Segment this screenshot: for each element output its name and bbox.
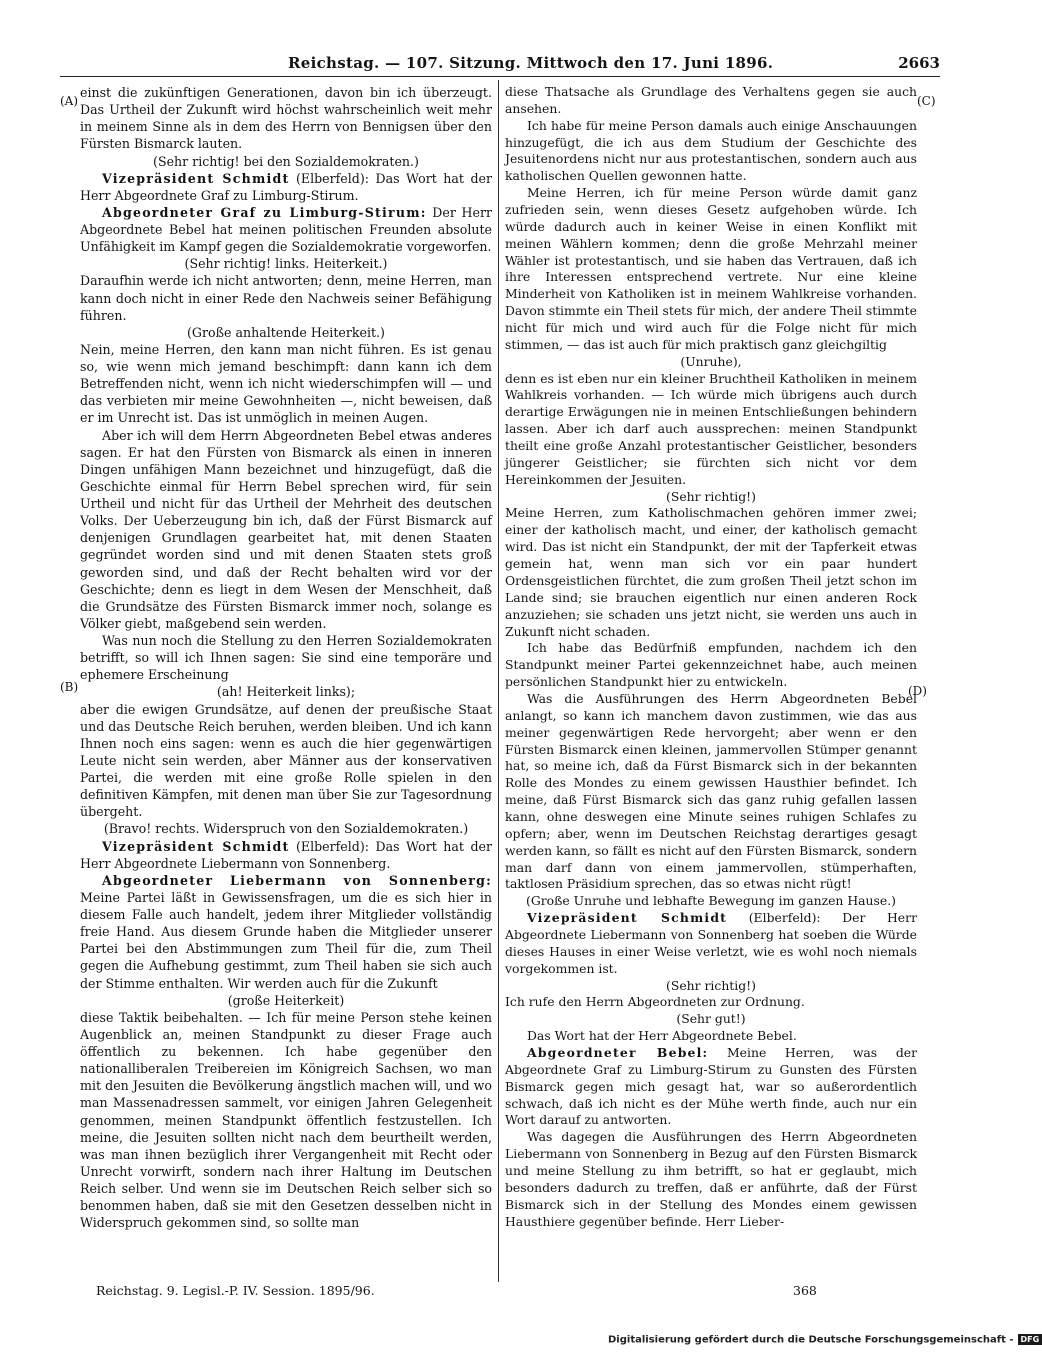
column-divider	[498, 80, 499, 1282]
margin-marker-a: (A)	[60, 94, 79, 108]
speaker-name: Vizepräsident Schmidt	[102, 170, 290, 186]
left-paragraph	[80, 341, 492, 427]
paragraph-text: Das Wort hat der Herr Abgeordnete Bebel.	[527, 1028, 797, 1044]
paragraph-text: Meine Herren, was der Abgeordnete Graf zu Limburg-Stirum zu Gunsten des Fürsten Bismarck gegen mich gesagt hat, war so außerordentlich schwach, daß ich nicht es der Mühe werth finde, auch nur ein Wort darauf zu antworten.	[505, 1044, 918, 1128]
right-paragraph	[505, 691, 917, 893]
right-column	[505, 84, 917, 1230]
left-paragraph	[80, 632, 492, 683]
right-paragraph	[505, 910, 917, 977]
footer-session: Reichstag. 9. Legisl.-P. IV. Session. 1895/96.	[96, 1283, 375, 1298]
paragraph-text: (Sehr richtig! bei den Sozialdemokraten.)	[153, 153, 419, 169]
paragraph-text: diese Thatsache als Grundlage des Verhaltens gegen sie auch ansehen.	[505, 84, 917, 116]
left-paragraph	[80, 204, 492, 255]
speaker-name: Abgeordneter Graf zu Limburg-Stirum:	[102, 204, 427, 220]
left-paragraph	[80, 272, 492, 323]
left-paragraph	[80, 170, 492, 204]
footer-sheet-number: 368	[793, 1283, 817, 1298]
paragraph-text: Aber ich will dem Herrn Abgeordneten Bebel etwas anderes sagen. Er hat den Fürsten von Bismarck als einen in inneren Dingen unfähigen Mann bezeichnet und hinzugefügt, daß die Geschichte einmal für Herrn Bebel sprechen wird, für sein Urtheil und nicht für das Urtheil der Mehrheit des deutschen Volks. Der Ueberzeugung bin ich, daß der Fürst Bismarck auf denjenigen Grundlagen gearbeitet hat, mit denen Staaten gegründet worden sind und mit denen Staaten stets groß geworden sind, und daß der Recht behalten wird vor der Geschichte; denn es liegt in dem Wesen der Menschheit, daß die Grundsätze des Fürsten Bismarck immer noch, solange es Völker giebt, maßgebend sein werden.	[80, 427, 492, 631]
right-paragraph	[505, 1045, 917, 1129]
speaker-name: Abgeordneter Bebel:	[527, 1044, 709, 1060]
right-paragraph	[505, 893, 917, 910]
paragraph-text: Der Herr Abgeordnete Bebel hat meinen politischen Freunden absolute Unfähigkeit im Kampf gegen die Sozialdemokratie vorgeworfen.	[80, 204, 492, 255]
right-paragraph	[505, 185, 917, 354]
dfg-logo: DFG	[1018, 1334, 1042, 1345]
right-paragraph	[505, 354, 917, 371]
paragraph-text: (große Heiterkeit)	[227, 992, 345, 1008]
left-paragraph	[80, 992, 492, 1009]
right-paragraph	[505, 1028, 917, 1045]
right-paragraph	[505, 1011, 917, 1028]
paragraph-text: Ich habe das Bedürfniß empfunden, nachdem ich den Standpunkt meiner Partei gekennzeichnet habe, auch meinen persönlichen Standpunkt hier zu entwickeln.	[505, 640, 917, 690]
paragraph-text: einst die zukünftigen Generationen, davon bin ich überzeugt. Das Urtheil der Zukunft wird höchst wahrscheinlich weit mehr in meinem Sinne als in dem des Herrn von Bennigsen über den Fürsten Bismarck lauten.	[80, 85, 492, 152]
right-paragraph	[505, 371, 917, 489]
paragraph-text: Nein, meine Herren, den kann man nicht führen. Es ist genau so, wie wenn mich jemand beschimpft: dann kann ich dem Betreffenden nicht, wenn ich nicht wiederschimpfen will — und das verbieten mir meine Gewohnheiten —, nicht beweisen, daß er im Unrecht ist. Das ist unmöglich in meinen Augen.	[80, 341, 492, 426]
right-paragraph	[505, 640, 917, 691]
paragraph-text: (Große anhaltende Heiterkeit.)	[187, 324, 385, 340]
right-paragraph	[505, 505, 917, 640]
speaker-name: Vizepräsident Schmidt	[102, 838, 290, 854]
right-paragraph	[505, 978, 917, 995]
paragraph-text: (Unruhe),	[680, 353, 742, 369]
speaker-name: Vizepräsident Schmidt	[527, 910, 728, 926]
left-paragraph	[80, 1009, 492, 1232]
paragraph-text: Ich habe für meine Person damals auch einige Anschauungen hinzugefügt, die ich aus dem Studium der Geschichte des Jesuitenordens nicht nur aus protestantischen, sondern auch aus katholischen Quellen gewonnen hatte.	[505, 117, 917, 184]
speaker-name: Abgeordneter Liebermann von Sonnenberg:	[102, 872, 492, 888]
paragraph-text: Ich rufe den Herrn Abgeordneten zur Ordnung.	[505, 994, 805, 1010]
paragraph-text: Meine Herren, zum Katholischmachen gehören immer zwei; einer der katholisch macht, und einer, der katholisch gemacht wird. Das ist nicht ein Standpunkt, der mit der Tapferkeit etwas gemein hat, wenn man sich vor ein paar hundert Ordensgeistlichen fürchtet, die zum großen Theil jetzt schon im Lande sind; sie brauchen eigentlich nur einen anderen Rock anzuziehen; sie schaden uns jetzt nicht, sie werden uns auch in Zukunft nicht schaden.	[505, 505, 917, 639]
page-number: 2663	[898, 54, 940, 72]
right-paragraph	[505, 994, 917, 1011]
paragraph-text: (Sehr richtig!)	[666, 977, 756, 993]
left-paragraph	[80, 324, 492, 341]
left-paragraph	[80, 820, 492, 837]
paragraph-text: (Elberfeld): Das Wort hat der Herr Abgeordnete Liebermann von Sonnenberg.	[80, 838, 492, 871]
paragraph-text: (Elberfeld): Das Wort hat der Herr Abgeordnete Graf zu Limburg-Stirum.	[80, 170, 492, 203]
right-paragraph	[505, 118, 917, 185]
right-paragraph	[505, 84, 917, 118]
paragraph-text: Daraufhin werde ich nicht antworten; denn, meine Herren, man kann doch nicht in einer Rede den Nachweis seiner Befähigung führen.	[80, 273, 492, 323]
paragraph-text: (ah! Heiterkeit links);	[216, 684, 356, 700]
paragraph-text: (Sehr richtig!)	[666, 488, 756, 504]
paragraph-text: aber die ewigen Grundsätze, auf denen der preußische Staat und das Deutsche Reich beruhen, werden bleiben. Und ich kann Ihnen noch eins sagen: wenn es auch die hier gegenwärtigen Leute nicht sein werden, aber Männer aus der konservativen Partei, die werden mit eine große Rolle spielen in den definitiven Kämpfen, mit denen man über Sie zur Tagesordnung übergeht.	[80, 701, 493, 820]
margin-marker-d: (D)	[908, 684, 927, 698]
left-paragraph	[80, 153, 492, 170]
credit-text: Digitalisierung gefördert durch die Deutsche Forschungsgemeinschaft -	[608, 1334, 1014, 1346]
left-paragraph	[80, 427, 492, 633]
margin-marker-b: (B)	[60, 680, 79, 694]
header-title: Reichstag. — 107. Sitzung. Mittwoch den 17. Juni 1896.	[288, 54, 774, 72]
left-column	[80, 84, 492, 1231]
paragraph-text: diese Taktik beibehalten. — Ich für meine Person stehe keinen Augenblick an, meinen Standpunkt zu dieser Frage auch öffentlich zu bekennen. Ich habe gegenüber den nationalliberalen Treibereien im Königreich Sachsen, wo man mit den Jesuiten die Bevölkerung ängstlich machen will, und wo man Massenadressen sammelt, vor einigen Jahren Gelegenheit genommen, meinen Standpunkt öffentlich festzustellen. Ich meine, die Jesuiten sollten nicht nach dem beurtheilt werden, was man ihnen bezüglich ihrer Vergangenheit mit Recht oder Unrecht vorwirft, sondern nach ihrer Haltung im Deutschen Reich selber. Und wenn sie im Deutschen Reich selber sich so benommen haben, daß sie mit den Gesetzen desselben nicht in Widerspruch gekommen sind, so sollte man	[80, 1009, 492, 1231]
left-paragraph	[80, 838, 492, 872]
paragraph-text: Meine Partei läßt in Gewissensfragen, um die es sich hier in diesem Falle auch handelt, jedem ihrer Mitglieder vollständig freie Hand. Aus diesem Grunde haben die Mitglieder unserer Partei bei den Abstimmungen zum Theil für die, zum Theil gegen die Aufhebung gestimmt, zum Theil haben sie sich auch der Stimme enthalten. Wir werden auch für die Zukunft	[80, 889, 492, 991]
paragraph-text: (Sehr richtig! links. Heiterkeit.)	[184, 256, 388, 272]
paragraph-text: denn es ist eben nur ein kleiner Bruchtheil Katholiken in meinem Wahlkreis vorhanden. — Ich würde mich übrigens auch durch derartige Erwägungen nie in meinen Entschließungen behindern lassen. Aber ich darf auch aussprechen: meinen Standpunkt theilt eine große Anzahl protestantischer Geistlicher, besonders jüngerer Geistlicher; sie fürchten sich nicht vor dem Hereinkommen der Jesuiten.	[505, 370, 917, 487]
paragraph-text: Was dagegen die Ausführungen des Herrn Abgeordneten Liebermann von Sonnenberg in Bezug auf den Fürsten Bismarck und meine Stellung zu ihm betrifft, so hat er geglaubt, mich besonders dadurch zu treffen, daß er anführte, daß der Fürst Bismarck sich in der Stellung des Mondes einem gewissen Hausthiere gegenüber befinde. Herr Lieber-	[505, 1129, 917, 1229]
page-header	[60, 52, 940, 77]
margin-marker-c: (C)	[917, 94, 936, 108]
right-paragraph	[505, 1129, 917, 1230]
paragraph-text: (Große Unruhe und lebhafte Bewegung im ganzen Hause.)	[525, 893, 896, 909]
paragraph-text: Meine Herren, ich für meine Person würde damit ganz zufrieden sein, wenn dieses Gesetz aufgehoben würde. Ich würde dadurch auch in keiner Weise in einen Konflikt mit meinen Wählern kommen; denn die große Mehrzahl meiner Wähler ist protestantisch, und sie haben das Vertrauen, daß ich ihre Interessen entsprechend vertrete. Nur eine kleine Minderheit von Katholiken ist in meinem Wahlkreise vorhanden. Davon stimmte ein Theil stets für mich, der andere Theil stimmte nicht für mich und wird auch für die Folge nicht für mich stimmen, — das ist auch für mich praktisch ganz gleichgiltig	[505, 185, 917, 352]
left-paragraph	[80, 84, 492, 153]
left-paragraph	[80, 255, 492, 272]
left-paragraph	[80, 872, 492, 992]
digitization-credit	[608, 1334, 1042, 1346]
paragraph-text: Was die Ausführungen des Herrn Abgeordneten Bebel anlangt, so kann ich manchem davon zustimmen, wie das aus meiner gegenwärtigen Rede hervorgeht; aber wenn er den Fürsten Bismarck einen kleinen, jammervollen Stümper genannt hat, so meine ich, daß da Fürst Bismarck sich in der bekannten Rolle des Mondes zu einem gewissen Hausthier befindet. Ich meine, daß Fürst Bismarck sich das ganz ruhig gefallen lassen kann, ohne deswegen eine Minute seines ruhigen Schlafes zu opfern; aber, wenn im Deutschen Reichstag derartiges gesagt werden kann, so fällt es nicht auf den Fürsten Bismarck, sondern man darf dann von einem jammervollen, stümperhaften, taktlosen Präsidium sprechen, das so etwas nicht rügt!	[505, 690, 917, 892]
paragraph-text: Was nun noch die Stellung zu den Herren Sozialdemokraten betrifft, so will ich Ihnen sagen: Sie sind eine temporäre und ephemere Erscheinung	[80, 633, 492, 683]
paragraph-text: (Sehr gut!)	[676, 1011, 746, 1027]
paragraph-text: (Bravo! rechts. Widerspruch von den Sozialdemokraten.)	[103, 821, 469, 837]
left-paragraph	[80, 683, 492, 700]
paragraph-text: (Elberfeld): Der Herr Abgeordnete Liebermann von Sonnenberg hat soeben die Würde dieses Hauses in einer Weise verletzt, wie es wohl noch niemals vorgekommen ist.	[505, 910, 917, 976]
right-paragraph	[505, 489, 917, 506]
left-paragraph	[80, 701, 492, 821]
